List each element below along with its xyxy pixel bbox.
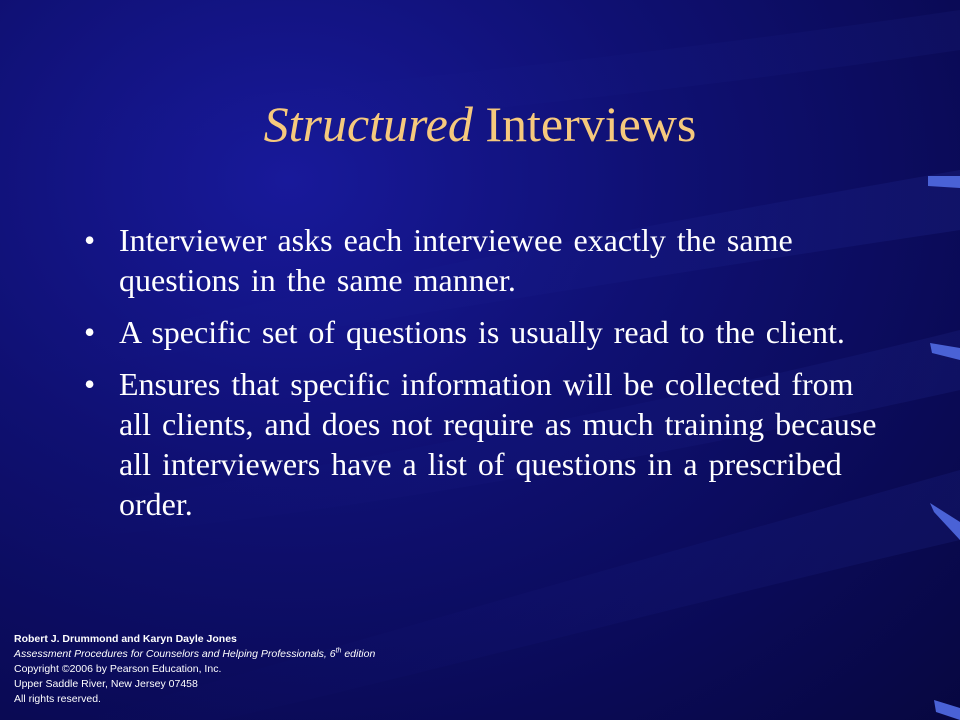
bullet-text: Ensures that specific information will be collected from all clients, and does not require as much training because all interviewers have a list of questions in a prescribed order. xyxy=(119,366,877,522)
footer-author: Robert J. Drummond and Karyn Dayle Jones xyxy=(14,633,237,645)
footer-credits xyxy=(14,632,375,707)
bullet-item xyxy=(84,220,884,300)
bullet-text: A specific set of questions is usually read to the client. xyxy=(119,314,845,350)
bullet-dot: • xyxy=(84,366,96,402)
footer-book-title xyxy=(14,647,375,662)
slide-title xyxy=(0,92,960,156)
bullet-item xyxy=(84,312,884,352)
slide-title-rest: Interviews xyxy=(472,96,697,152)
edge-streak xyxy=(930,343,960,360)
footer-book-name: Assessment Procedures for Counselors and Helping Professionals, 6 xyxy=(14,648,336,660)
footer-edition-rest: edition xyxy=(341,648,376,660)
footer-edition-sup: th xyxy=(335,647,342,655)
edge-streak xyxy=(930,503,960,540)
footer-rights: All rights reserved. xyxy=(14,693,101,705)
edge-streak xyxy=(934,700,960,720)
bullet-item xyxy=(84,364,884,524)
bullet-text: Interviewer asks each interviewee exactly the same questions in the same manner. xyxy=(119,222,793,298)
bullet-list xyxy=(84,220,884,536)
edge-streak xyxy=(928,176,960,188)
footer-address: Upper Saddle River, New Jersey 07458 xyxy=(14,678,198,690)
footer-copyright: Copyright ©2006 by Pearson Education, Inc. xyxy=(14,663,222,675)
bullet-dot: • xyxy=(84,314,96,350)
slide-title-emphasis: Structured xyxy=(263,96,473,152)
bullet-dot: • xyxy=(84,222,96,258)
